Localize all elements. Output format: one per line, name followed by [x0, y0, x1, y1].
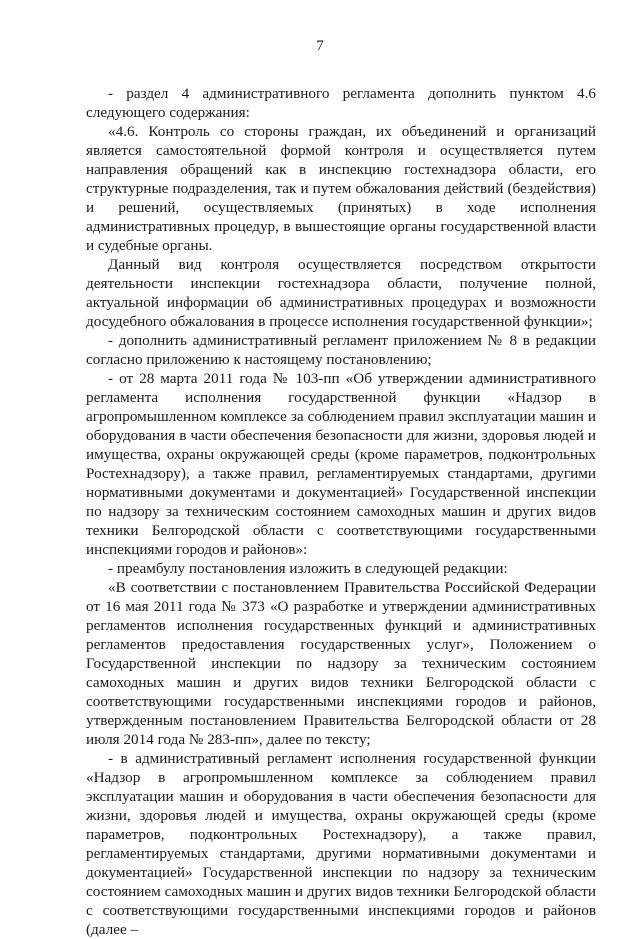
paragraph-regulation-amendment: - в административный регламент исполнения государственной функции «Надзор в агропромышленном комплексе за соблюдением правил эксплуатации машин и оборудования в части обеспечения безопасности для жизни, здоровья людей и имущества, охраны окружающей среды (кроме параметров, подконтрольных Ростехнадзору), а также правил, регламентируемых стандартами, другими нормативными документами и документацией» Государственной инспекции по надзору за техническим состоянием самоходных машин и других видов техники Белгородской области с соответствующими государственными инспекциями городов и районов (далее – — [86, 750, 596, 938]
paragraph-preamble-instruction: - преамбулу постановления изложить в следующей редакции: — [108, 560, 508, 577]
document-body — [86, 84, 596, 939]
page-number: 7 — [316, 38, 324, 54]
paragraph-decree-103-pp: - от 28 марта 2011 года № 103-пп «Об утверждении административного регламента исполнения государственной функции «Надзор в агропромышленном комплексе за соблюдением правил эксплуатации машин и оборудования в части обеспечения безопасности для жизни, здоровья людей и имущества, охраны окружающей среды (кроме параметров, подконтрольных Ростехнадзору), а также правил, регламентируемых стандартами, другими нормативными документами и документацией» Государственной инспекции по надзору за техническим состоянием самоходных машин и других видов техники Белгородской области с соответствующими государственными инспекциями городов и районов»: — [86, 370, 596, 558]
paragraph-section-4-amendment: - раздел 4 административного регламента дополнить пунктом 4.6 следующего содержания: — [86, 85, 596, 121]
paragraph-clause-4-6: «4.6. Контроль со стороны граждан, их объединений и организаций является самостоятельной формой контроля и осуществляется путем направления обращений как в инспекцию гостехнадзора области, его структурные подразделения, так и путем обжалования действий (бездействия) и решений, осуществляемых (принятых) в ходе исполнения административных процедур, в вышестоящие органы государственной власти и судебные органы. — [86, 123, 596, 254]
paragraph-preamble-text: «В соответствии с постановлением Правительства Российской Федерации от 16 мая 2011 года № 373 «О разработке и утверждении административных регламентов исполнения государственных функций и административных регламентов предоставления государственных услуг», Положением о Государственной инспекции по надзору за техническим состоянием самоходных машин и других видов техники Белгородской области с соответствующими государственными инспекциями городов и районов, утвержденным постановлением Правительства Белгородской области от 28 июля 2014 года № 283-пп», далее по тексту; — [86, 579, 596, 748]
paragraph-control-openness: Данный вид контроля осуществляется посредством открытости деятельности инспекции гостехнадзора области, получение полной, актуальной информации об административных процедурах и возможности досудебного обжалования в процессе исполнения государственной функции»; — [86, 256, 596, 330]
paragraph-appendix-8: - дополнить административный регламент приложением № 8 в редакции согласно приложению к настоящему постановлению; — [86, 332, 596, 368]
